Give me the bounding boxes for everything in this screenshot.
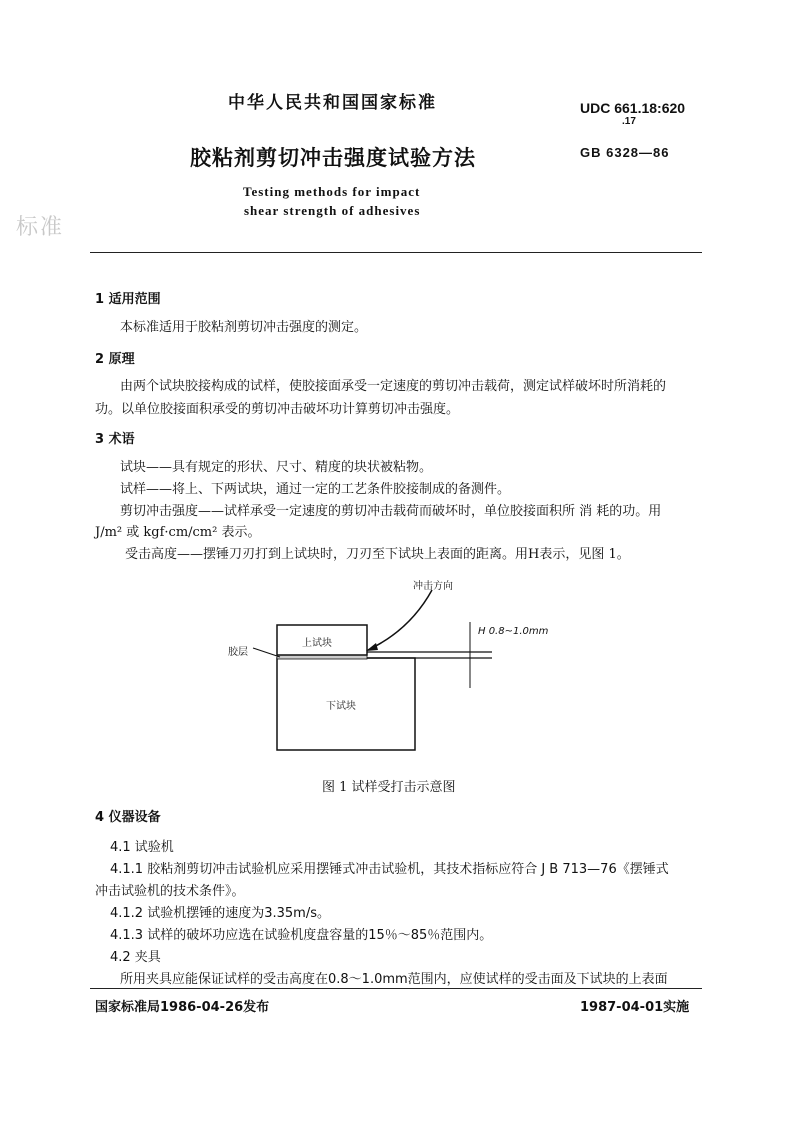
standard-stamp: 标准 xyxy=(16,215,65,240)
section-4-1: 4.1 试验机 xyxy=(110,840,174,855)
issued-date: 国家标准局1986-04-26发布 xyxy=(95,1000,270,1015)
section-2-text-1: 由两个试块胶接构成的试样，使胶接面承受一定速度的剪切冲击载荷，测定试样破坏时所消耗的 xyxy=(120,379,667,394)
upper-block-label: 上试块 xyxy=(302,638,332,649)
term-height: 受击高度——摆锤刀刃打到上试块时，刀刃至下试块上表面的距离。用H表示，见图 1。 xyxy=(125,547,630,562)
term-specimen: 试样——将上、下两试块，通过一定的工艺条件胶接制成的备测件。 xyxy=(120,482,511,497)
section-2-title: 2 原理 xyxy=(95,352,135,367)
height-label: H 0.8~1.0mm xyxy=(478,626,549,637)
section-4-1-2: 4.1.2 试验机摆锤的速度为3.35m/s。 xyxy=(110,906,330,921)
footer-rule xyxy=(90,988,702,989)
term-strength-unit: J/m² 或 kgf·cm/cm² 表示。 xyxy=(95,525,261,540)
section-4-1-3: 4.1.3 试样的破坏功应选在试验机度盘容量的15％～85％范围内。 xyxy=(110,928,493,943)
section-4-2-text: 所用夹具应能保证试样的受击高度在0.8～1.0mm范围内，应使试样的受击面及下试块的上表面 xyxy=(120,972,668,987)
figure-1-caption: 图 1 试样受打击示意图 xyxy=(322,780,456,795)
gb-number: GB 6328—86 xyxy=(580,145,670,160)
section-1-title: 1 适用范围 xyxy=(95,292,161,307)
standard-title-en-1: Testing methods for impact xyxy=(243,184,421,199)
section-4-title: 4 仪器设备 xyxy=(95,810,161,825)
lower-block-label: 下试块 xyxy=(326,701,356,712)
term-block: 试块——具有规定的形状、尺寸、精度的块状被粘物。 xyxy=(120,460,433,475)
section-4-1-1a: 4.1.1 胶粘剂剪切冲击试验机应采用摆锤式冲击试验机，其技术指标应符合 J B 713—76《摆锤式 xyxy=(110,862,669,877)
udc-code-suffix: .17 xyxy=(622,116,636,127)
section-4-2: 4.2 夹具 xyxy=(110,950,161,965)
section-2-text-2: 功。以单位胶接面积承受的剪切冲击破坏功计算剪切冲击强度。 xyxy=(95,402,460,417)
impact-arrow xyxy=(368,590,432,650)
header-rule xyxy=(90,252,702,253)
standard-org: 中华人民共和国国家标准 xyxy=(228,93,437,113)
effective-date: 1987-04-01实施 xyxy=(580,1000,690,1015)
term-strength: 剪切冲击强度——试样承受一定速度的剪切冲击载荷而破坏时，单位胶接面积所 消 耗的功。用 xyxy=(120,504,662,519)
impact-direction-label: 冲击方向 xyxy=(413,581,453,592)
section-1-text: 本标准适用于胶粘剂剪切冲击强度的测定。 xyxy=(120,320,368,335)
standard-title-cn: 胶粘剂剪切冲击强度试验方法 xyxy=(190,146,476,170)
section-4-1-1b: 冲击试验机的技术条件》。 xyxy=(95,884,245,899)
figure-1-diagram xyxy=(200,570,580,770)
standard-title-en-2: shear strength of adhesives xyxy=(244,203,421,218)
udc-code: UDC 661.18:620 xyxy=(580,100,686,116)
section-3-title: 3 术语 xyxy=(95,432,135,447)
glue-layer-label: 胶层 xyxy=(228,647,248,658)
